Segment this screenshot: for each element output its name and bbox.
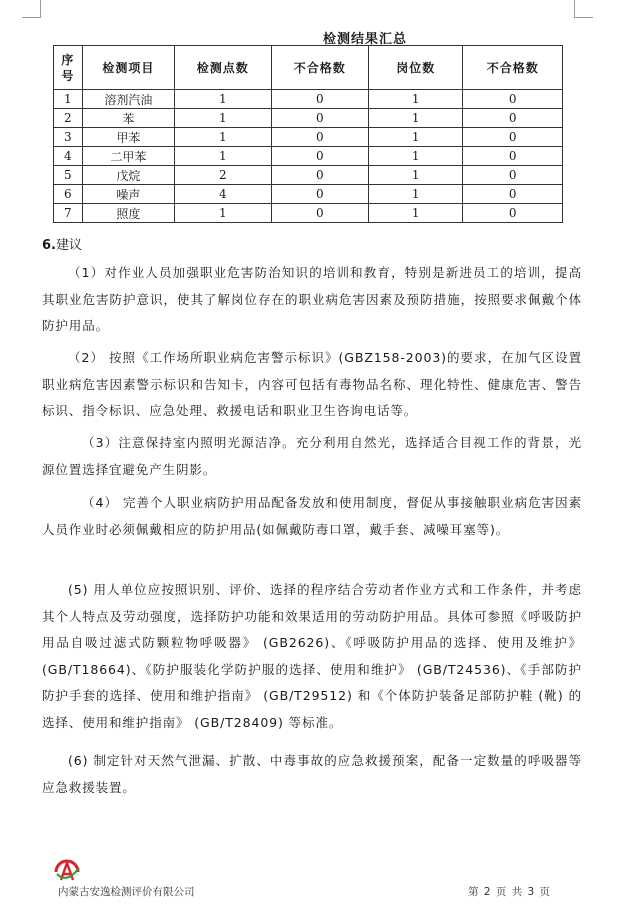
cell-item: 溶剂汽油 [82,90,174,109]
cell-item: 二甲苯 [82,147,174,166]
table-row [54,204,563,223]
cell-item: 戊烷 [82,166,174,185]
cell-fail-points: 0 [271,90,368,109]
cell-fail-posts: 0 [463,204,563,223]
table-title: 检测结果汇总 [322,32,407,47]
cell-points: 1 [175,90,271,109]
paragraph-2: （2） 按照《工作场所职业病危害警示标识》(GBZ158-2003)的要求，在加气区设置职业病危害因素警示标识和告知卡，内容可包括有毒物品名称、理化特性、健康危害、警告标识、指令标识、应急处理、救援电话和职业卫生咨询电话等。 [42,350,582,418]
section-title: 建议 [55,238,82,253]
cell-seq: 4 [54,147,83,166]
cell-points: 2 [175,166,271,185]
cell-posts: 1 [369,185,463,204]
table-row [54,166,563,185]
results-table [53,45,563,223]
cell-posts: 1 [369,147,463,166]
paragraph-6: (6) 制定针对天然气泄漏、扩散、中毒事故的应急救援预案，配备一定数量的呼吸器等应急救援装置。 [42,753,582,795]
paragraph-5: (5) 用人单位应按照识别、评价、选择的程序结合劳动者作业方式和工作条件，并考虑其个人特点及劳动强度，选择防护功能和效果适用的劳动防护用品。具体可参照《呼吸防护用品自吸过滤式防颗粒物呼吸器》 (GB2626)、《呼吸防护用品的选择、使用及维护》 (GB/T18664)、《防护服装化学防护服的选择、使用和维护》 (GB/T24536)、《手部防护防护手套的选择、使用和维护指南》 (GB/T29512) 和《个体防护装备足部防护鞋 (靴) 的选择、使用和维护指南》 (GB/T28409) 等标准。 [42,582,582,730]
section-number: 6. [42,238,56,253]
crop-mark-top-left [40,0,41,18]
header-points: 检测点数 [175,46,271,90]
table-header-row [54,46,563,90]
cell-fail-posts: 0 [463,109,563,128]
cell-fail-points: 0 [271,128,368,147]
cell-fail-points: 0 [271,109,368,128]
cell-fail-posts: 0 [463,90,563,109]
header-fail-points: 不合格数 [271,46,368,90]
crop-mark-top-left-h [22,17,40,18]
cell-seq: 6 [54,185,83,204]
footer-company: 内蒙古安逸检测评价有限公司 [58,886,195,898]
cell-fail-points: 0 [271,166,368,185]
table-row [54,185,563,204]
cell-fail-points: 0 [271,204,368,223]
cell-posts: 1 [369,128,463,147]
cell-points: 1 [175,128,271,147]
cell-posts: 1 [369,204,463,223]
cell-item: 照度 [82,204,174,223]
table-row [54,90,563,109]
company-logo [52,854,82,888]
cell-fail-posts: 0 [463,147,563,166]
cell-points: 4 [175,185,271,204]
footer-page-number: 第 2 页 共 3 页 [468,886,552,898]
cell-seq: 7 [54,204,83,223]
table-row [54,128,563,147]
table-row [54,147,563,166]
cell-posts: 1 [369,109,463,128]
cell-points: 1 [175,147,271,166]
crop-mark-top-right [574,0,575,18]
paragraph-3: （3）注意保持室内照明光源洁净。充分利用自然光，选择适合目视工作的背景，光源位置选择宜避免产生阴影。 [42,435,582,477]
header-seq-label: 序 号 [61,52,75,83]
cell-fail-points: 0 [271,185,368,204]
cell-fail-posts: 0 [463,166,563,185]
cell-seq: 1 [54,90,83,109]
cell-fail-posts: 0 [463,185,563,204]
crop-mark-top-right-h [575,17,593,18]
paragraph-4: （4） 完善个人职业病防护用品配备发放和使用制度，督促从事接触职业病危害因素人员作业时必须佩戴相应的防护用品(如佩戴防毒口罩，戴手套、减噪耳塞等)。 [42,495,582,537]
cell-item: 噪声 [82,185,174,204]
header-item: 检测项目 [82,46,174,90]
header-fail-posts: 不合格数 [463,46,563,90]
section-heading [42,234,82,253]
header-seq [54,46,83,90]
cell-posts: 1 [369,166,463,185]
header-posts: 岗位数 [369,46,463,90]
paragraph-1: （1）对作业人员加强职业危害防治知识的培训和教育，特别是新进员工的培训，提高其职业危害防护意识，使其了解岗位存在的职业病危害因素及预防措施，按照要求佩戴个体防护用品。 [42,265,582,333]
cell-posts: 1 [369,90,463,109]
cell-points: 1 [175,204,271,223]
cell-seq: 2 [54,109,83,128]
table-row [54,109,563,128]
cell-fail-points: 0 [271,147,368,166]
cell-points: 1 [175,109,271,128]
cell-fail-posts: 0 [463,128,563,147]
cell-item: 苯 [82,109,174,128]
cell-seq: 5 [54,166,83,185]
cell-item: 甲苯 [82,128,174,147]
cell-seq: 3 [54,128,83,147]
